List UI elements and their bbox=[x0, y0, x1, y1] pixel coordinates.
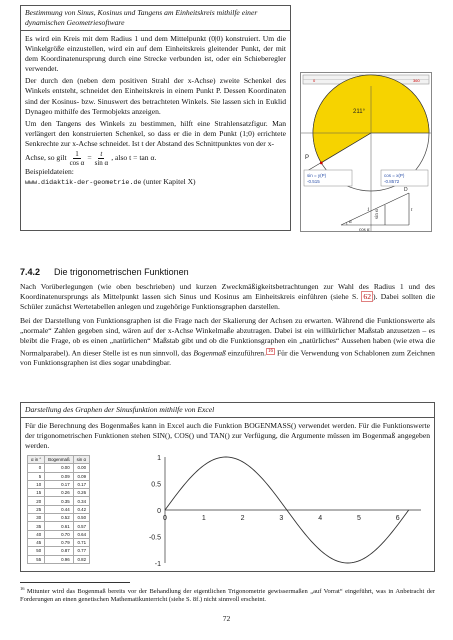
footnote bbox=[20, 585, 435, 605]
table-row bbox=[28, 547, 90, 555]
body-paragraph-2 bbox=[20, 316, 435, 368]
section-title: Die trigonometrischen Funktionen bbox=[54, 267, 189, 277]
table-row bbox=[28, 522, 90, 530]
table-cell[interactable]: 0.77 bbox=[73, 547, 89, 555]
slider-min-label: 0 bbox=[313, 78, 316, 83]
table-row bbox=[28, 505, 90, 513]
box1-paragraph-2: Der durch den (neben dem positiven Strahl der x-Achse) zweite Schenkel des Winkels entsteht, schneidet den Einheitskreis in einem Punkt P. Dessen Koordinaten sind der Kosinus- bzw. Sinuswert des betrachteten Winkels. Sie lassen sich in Euklid Dynageo mithilfe des Termobjekts anzeigen. bbox=[25, 76, 286, 116]
info-box-geometry-software bbox=[20, 5, 291, 231]
table-cell[interactable]: 0 bbox=[28, 464, 45, 472]
section-heading bbox=[20, 262, 435, 280]
formula-tail: , also t = tan α. bbox=[111, 153, 157, 163]
table-cell[interactable]: 0.00 bbox=[45, 464, 73, 472]
cos-term: cos = x(P) bbox=[384, 173, 405, 178]
table-cell[interactable]: 0.42 bbox=[73, 505, 89, 513]
chart-x-tick-label: 5 bbox=[356, 515, 361, 522]
table-cell[interactable]: 0.17 bbox=[45, 480, 73, 488]
point-p[interactable] bbox=[320, 162, 323, 165]
frac1-denominator: cos α bbox=[69, 159, 85, 168]
footnote-link[interactable]: 16 bbox=[267, 348, 273, 354]
d-label: D bbox=[404, 187, 408, 193]
bogenmass-term: Bogenmaß bbox=[193, 348, 226, 358]
table-cell[interactable]: 45 bbox=[28, 538, 45, 546]
table-row bbox=[28, 480, 90, 488]
slider-max-label: 360 bbox=[413, 78, 420, 83]
info-box-title: Bestimmung von Sinus, Kosinus und Tangens am Einheitskreis mithilfe einer dynamischen Geometriesoftware bbox=[21, 6, 290, 31]
formula-lead: Achse, so gilt bbox=[25, 153, 67, 163]
table-cell[interactable]: 0.50 bbox=[73, 514, 89, 522]
body-p2-a: Bei der Darstellung von Funktionsgraphen ist die Frage nach der Skalierung der Achsen zu erwarten. Während die Funktionswerte als „normale“ Zahlen gegeben sind, wären auf der x-Achse Winkelmaße abzutragen. Dabei ist ein willkürlicher Maßstab anzusetzen – es bleibt die Frage, ob es einen „natürlichen“ Maßstab gibt und ob die Funktionsgraphen ein „natürliches“ Aussehen haben (wie etwa die Normalparabel). An dieser Stelle ist es nun sinnvoll, das bbox=[20, 316, 435, 358]
cos-value: -0.8572 bbox=[384, 179, 400, 184]
table-header-cell[interactable]: Bogenmaß bbox=[45, 456, 73, 464]
body-text bbox=[20, 282, 435, 368]
table-row bbox=[28, 489, 90, 497]
body-paragraph-1 bbox=[20, 282, 435, 312]
table-cell[interactable]: 20 bbox=[28, 497, 45, 505]
example-files-note: (unter Kapitel X) bbox=[143, 177, 196, 187]
table-cell[interactable]: 0.52 bbox=[45, 514, 73, 522]
table-cell[interactable]: 50 bbox=[28, 547, 45, 555]
table-cell[interactable]: 0.09 bbox=[73, 472, 89, 480]
table-row bbox=[28, 530, 90, 538]
footnote-text: Mitunter wird das Bogenmaß bereits vor der Behandlung der eigentlichen Trigonometrie gewissermaßen „auf Vorrat“ eingeführt, was in Anbetracht der Forderungen an einen genetischen Mathematikunterricht (siehe S. 8f.) nicht sinnvoll erscheint. bbox=[20, 588, 435, 604]
body-p2-b: einzuführen. bbox=[227, 348, 266, 358]
table-row bbox=[28, 514, 90, 522]
table-cell[interactable]: 0.71 bbox=[73, 538, 89, 546]
formula-equals: = bbox=[87, 153, 92, 163]
unit-circle-svg bbox=[301, 73, 431, 231]
chart-x-tick-label: 0 bbox=[163, 515, 167, 522]
sin-value: -0.515 bbox=[307, 179, 320, 184]
table-cell[interactable]: 25 bbox=[28, 505, 45, 513]
info-box-excel bbox=[20, 402, 435, 572]
frac2-denominator: sin α bbox=[94, 159, 109, 168]
chart-y-tick-label: 1 bbox=[157, 455, 161, 462]
frac1-numerator: 1 bbox=[75, 150, 79, 159]
table-cell[interactable]: 0.34 bbox=[73, 497, 89, 505]
table-cell[interactable]: 15 bbox=[28, 489, 45, 497]
table-cell[interactable]: 10 bbox=[28, 480, 45, 488]
box1-paragraph-3: Um den Tangens des Winkels zu bestimmen, hilft eine Strahlensatzfigur. Man verlängert den konstruierten Schenkel, so dass er die in dem Punkt (1;0) errichtete Senkrechte zur x-Achse schneidet. Ist t der Abstand des Schnittpunktes von der x- bbox=[25, 118, 286, 148]
table-row bbox=[28, 538, 90, 546]
table-row bbox=[28, 555, 90, 563]
t-label: t bbox=[411, 208, 413, 213]
chart-y-tick-label: -1 bbox=[154, 561, 161, 568]
body-p1-a: Nach Vorüberlegungen (wie oben beschrieben) und kurzen Zweckmäßigkeitsbetrachtungen zur Wahl des Radius 1 und des Koordinatenursprungs als Mittelpunkt lassen sich Sinus und Kosinus am Einheitskreis einführen (siehe S. bbox=[20, 282, 435, 302]
sine-chart bbox=[139, 451, 431, 569]
page-number: 72 bbox=[222, 614, 231, 623]
table-cell[interactable]: 0.87 bbox=[45, 547, 73, 555]
excel-value-table bbox=[27, 455, 90, 564]
excel-box-text: Für die Berechnung des Bogenmaßes kann in Excel auch die Funktion BOGENMASS() verwendet werden. Für die Funktionswerte der trigonometrischen Funktionen stehen SIN(), COS() und TAN() zur Verfügung, die Argumente müssen im Bogenmaß angegeben werden. bbox=[25, 421, 430, 451]
table-row bbox=[28, 472, 90, 480]
table-cell[interactable]: 0.70 bbox=[45, 530, 73, 538]
table-cell[interactable]: 0.79 bbox=[45, 538, 73, 546]
table-cell[interactable]: 0.57 bbox=[73, 522, 89, 530]
table-cell[interactable]: 40 bbox=[28, 530, 45, 538]
table-cell[interactable]: 0.00 bbox=[73, 464, 89, 472]
footnote-rule bbox=[20, 582, 130, 583]
table-cell[interactable]: 55 bbox=[28, 555, 45, 563]
example-files-url[interactable]: www.didaktik-der-geometrie.de bbox=[25, 179, 142, 188]
alpha-label: α bbox=[349, 220, 352, 225]
one-label: 1 bbox=[367, 208, 370, 213]
unit-circle-figure bbox=[300, 72, 432, 232]
footnote-text-line bbox=[20, 585, 435, 605]
sin-alpha-label: sin α bbox=[375, 209, 380, 219]
table-cell[interactable]: 0.17 bbox=[73, 480, 89, 488]
point-p-label: P bbox=[305, 155, 310, 161]
table-cell[interactable]: 30 bbox=[28, 514, 45, 522]
table-cell[interactable]: 5 bbox=[28, 472, 45, 480]
table-cell[interactable]: 0.82 bbox=[73, 555, 89, 563]
box1-paragraph-1: Es wird ein Kreis mit dem Radius 1 und dem Mittelpunkt (0|0) konstruiert. Um die Winkelgröße einzustellen, wird ein auf dem Einheitskreis gleitender Punkt, der mit dem Koordinatenursprung durch eine Strecke verbunden ist, oder ein Schieberegler verwendet. bbox=[25, 34, 286, 74]
section-number: 7.4.2 bbox=[20, 267, 41, 277]
frac2-numerator: t bbox=[100, 150, 103, 159]
cos-alpha-label: cos α bbox=[359, 228, 370, 231]
table-row bbox=[28, 497, 90, 505]
table-cell[interactable]: 0.26 bbox=[73, 489, 89, 497]
table-cell[interactable]: 0.44 bbox=[45, 505, 73, 513]
table-row bbox=[28, 464, 90, 472]
angle-label: 211° bbox=[353, 109, 365, 115]
example-files-label: Beispieldateien: bbox=[25, 167, 74, 177]
tangent-formula bbox=[25, 150, 286, 167]
chart-y-tick-label: -0.5 bbox=[148, 534, 161, 542]
table-header-cell[interactable]: sin α bbox=[73, 456, 89, 464]
table-cell[interactable]: 0.26 bbox=[45, 489, 73, 497]
chart-x-tick-label: 4 bbox=[318, 515, 323, 522]
chart-x-tick-label: 2 bbox=[240, 515, 245, 522]
table-cell[interactable]: 0.61 bbox=[45, 522, 73, 530]
chart-y-tick-label: 0 bbox=[157, 508, 161, 515]
chart-x-tick-label: 3 bbox=[279, 515, 284, 522]
table-cell[interactable]: 0.35 bbox=[45, 497, 73, 505]
table-cell[interactable]: 0.09 bbox=[45, 472, 73, 480]
chart-x-tick-label: 6 bbox=[395, 515, 400, 522]
excel-box-title: Darstellung des Graphen der Sinusfunktion mithilfe von Excel bbox=[21, 403, 434, 418]
table-cell[interactable]: 0.64 bbox=[73, 530, 89, 538]
table-header-cell[interactable]: α in ° bbox=[28, 456, 45, 464]
body-p2-c: Für die Verwendung von Schablonen zum Zeichnen von Funktionsgraphen ist dies sogar unabdingbar. bbox=[20, 348, 435, 368]
footnote-mark: 16 bbox=[20, 586, 25, 591]
page-reference-link[interactable]: 62 bbox=[363, 292, 371, 302]
chart-x-tick-label: 1 bbox=[201, 515, 206, 522]
sin-term: sin = y(P) bbox=[307, 173, 327, 178]
chart-y-tick-label: 0.5 bbox=[151, 481, 161, 489]
body-p1-b: ). Dabei sollten die Schüler zunächst Wertetabellen anlegen und zugehörige Funktionsgraphen darstellen. bbox=[20, 292, 435, 312]
table-cell[interactable]: 0.96 bbox=[45, 555, 73, 563]
example-files-line bbox=[25, 177, 286, 188]
table-cell[interactable]: 35 bbox=[28, 522, 45, 530]
